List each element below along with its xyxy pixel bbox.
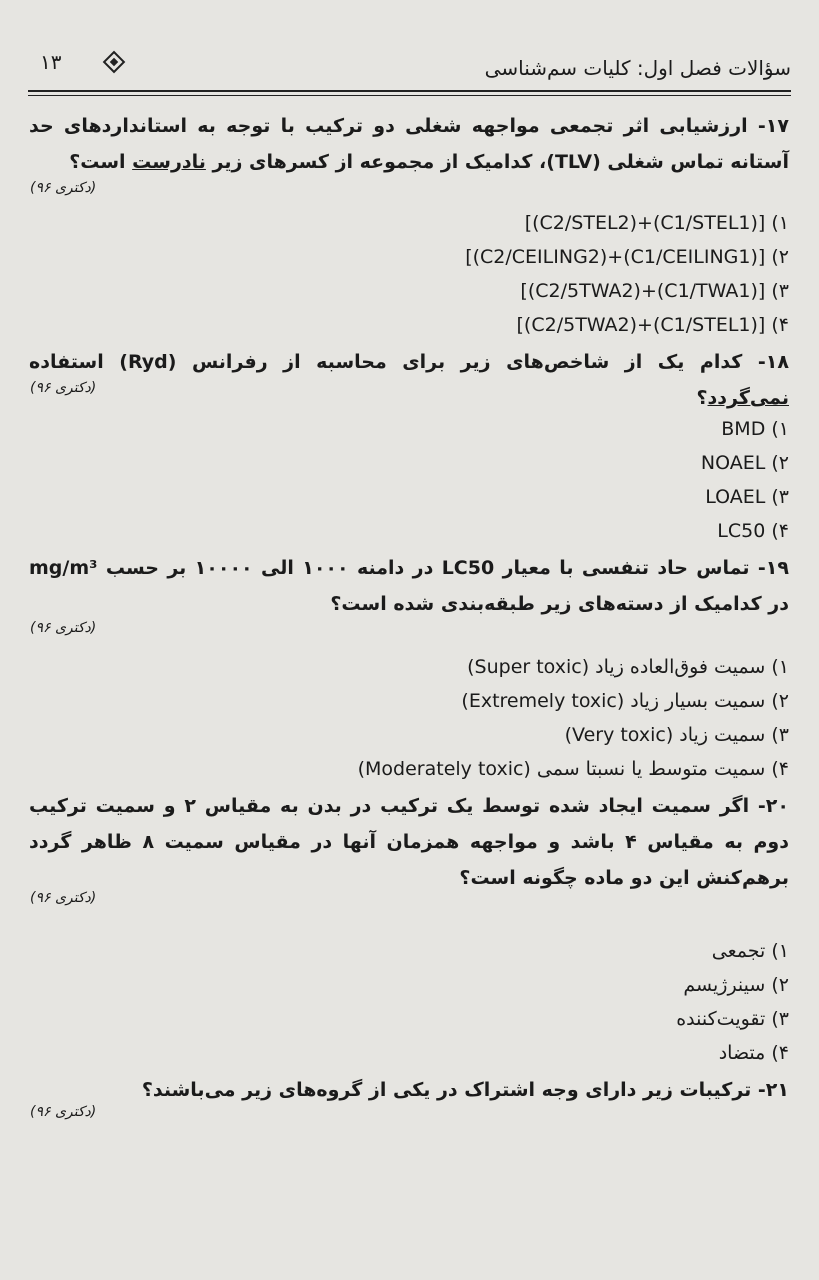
option-2: ۲) NOAEL: [700, 452, 789, 474]
option-1: ۱) [(C1/STEL1)+(C2/STEL2)]: [524, 212, 789, 234]
option-2: ۲) سینرژیسم: [683, 974, 789, 996]
option-4: ۴) LC50: [717, 520, 789, 542]
chapter-title: سؤالات فصل اول: کلیات سم‌شناسی: [484, 56, 791, 80]
question-text-end: است؟: [69, 151, 133, 173]
exam-tag: (دکتری ۹۶): [30, 890, 97, 906]
question-text: تماس حاد تنفسی با معیار LC50 در دامنه ۱۰۰۰ الی ۱۰۰۰۰ بر حسب mg/m³ در کدامیک از دسته‌های زیر طبقه‌بندی شده است؟: [29, 557, 789, 615]
option-1: ۱) BMD: [721, 418, 789, 440]
question-number: ۲۱-: [757, 1079, 789, 1101]
option-4: ۴) سمیت متوسط یا نسبتا سمی (Moderately toxic): [357, 758, 789, 780]
option-4: ۴) [(C1/STEL1)+(C2/5TWA2)]: [516, 314, 789, 336]
question-text-end: ؟: [696, 387, 708, 409]
question-emphasis: نمی‌گردد: [707, 387, 789, 409]
question-text: کدام یک از شاخص‌های زیر برای محاسبه از رفرانس (Ryd) استفاده: [29, 351, 743, 373]
exam-tag: (دکتری ۹۶): [30, 180, 97, 196]
question-21: [29, 1072, 789, 1108]
page-header: [30, 46, 791, 86]
question-text: اگر سمیت ایجاد شده توسط یک ترکیب در بدن به مقیاس ۲ و سمیت ترکیب دوم به مقیاس ۴ باشد و مواجهه همزمان آنها در مقیاس سمیت ۸ ظاهر گردد برهم‌کنش این دو ماده چگونه است؟: [29, 795, 789, 889]
question-emphasis: نادرست: [132, 151, 206, 173]
option-3: ۳) LOAEL: [705, 486, 789, 508]
option-1: ۱) سمیت فوق‌العاده زیاد (Super toxic): [467, 656, 789, 678]
exam-tag: (دکتری ۹۶): [30, 1104, 97, 1120]
option-3: ۳) تقویت‌کننده: [676, 1008, 789, 1030]
option-1: ۱) تجمعی: [711, 940, 789, 962]
question-17: [29, 108, 789, 180]
exam-tag: (دکتری ۹۶): [30, 380, 97, 396]
question-18: [29, 344, 789, 416]
question-number: ۱۷-: [757, 115, 789, 137]
question-text: ارزشیابی اثر تجمعی مواجهه شغلی دو ترکیب با توجه به استانداردهای حد آستانه تماس شغلی (TLV)، کدامیک از مجموعه از کسرهای زیر: [29, 115, 789, 173]
page-number: ۱۳: [40, 50, 62, 74]
option-2: ۲) سمیت بسیار زیاد (Extremely toxic): [461, 690, 789, 712]
header-rule-thin: [28, 95, 791, 96]
question-number: ۱۹-: [757, 557, 789, 579]
question-number: ۱۸-: [757, 351, 789, 373]
exam-tag: (دکتری ۹۶): [30, 620, 97, 636]
option-3: ۳) [(C1/TWA1)+(C2/5TWA2)]: [520, 280, 789, 302]
question-number: ۲۰-: [757, 795, 789, 817]
question-20: [29, 788, 789, 896]
question-19: [29, 550, 789, 622]
header-rule: [28, 90, 791, 92]
option-4: ۴) متضاد: [718, 1042, 789, 1064]
question-text: ترکیبات زیر دارای وجه اشتراک در یکی از گروه‌های زیر می‌باشند؟: [141, 1079, 752, 1101]
option-2: ۲) [(C1/CEILING1)+(C2/CEILING2)]: [465, 246, 789, 268]
option-3: ۳) سمیت زیاد (Very toxic): [564, 724, 789, 746]
diamond-icon: [103, 51, 126, 74]
